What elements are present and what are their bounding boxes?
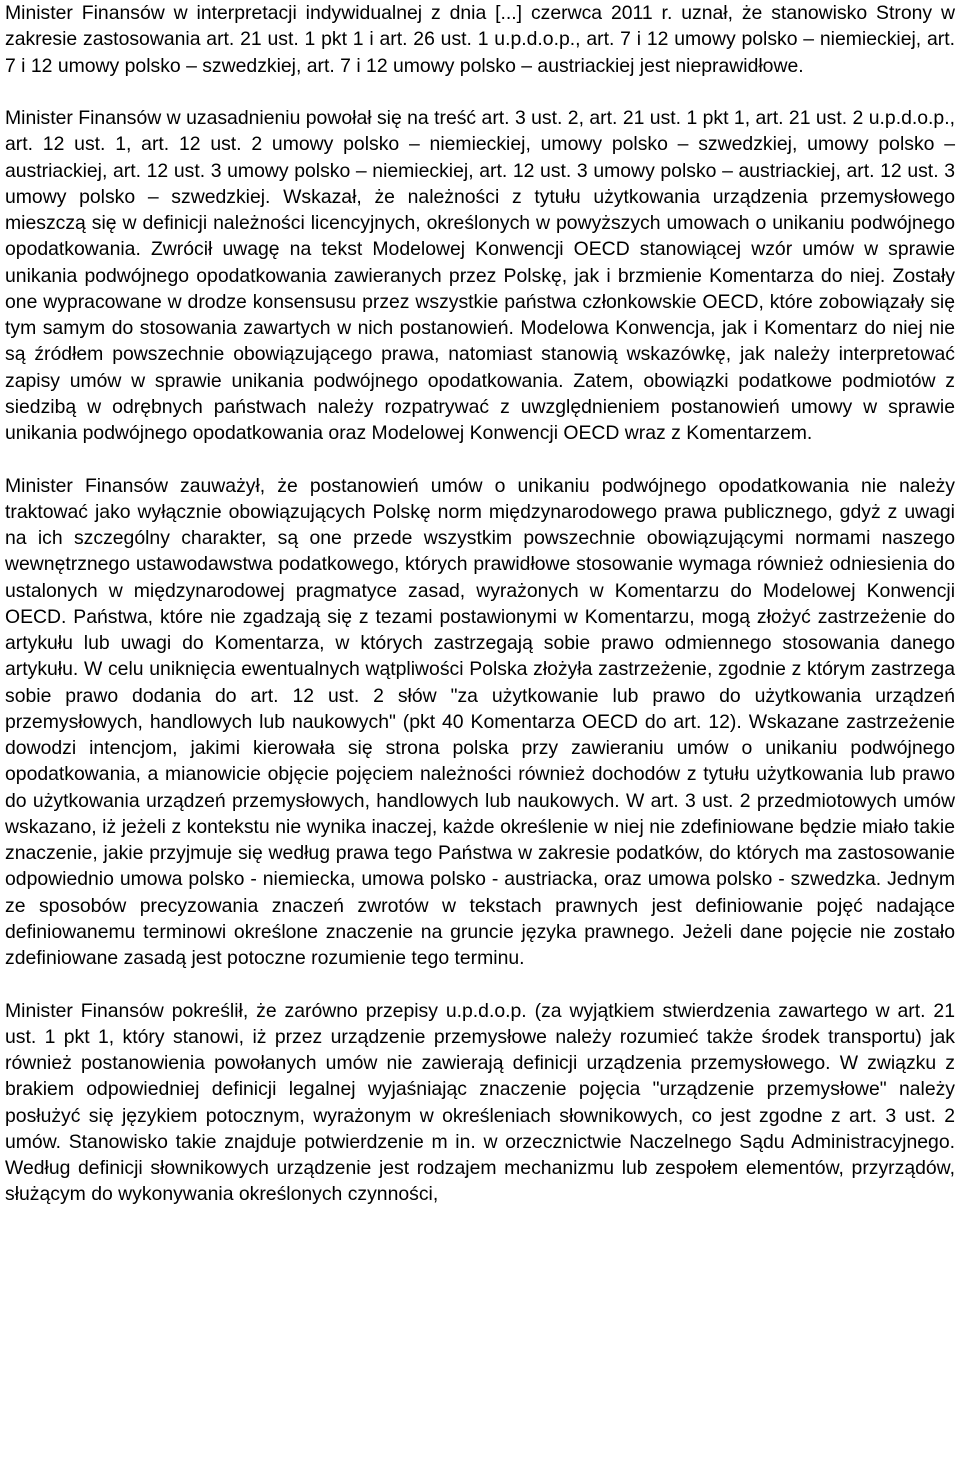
paragraph-spacer <box>5 79 955 105</box>
paragraph-spacer <box>5 971 955 997</box>
document-body <box>5 0 955 1208</box>
paragraph-ruling-summary: Minister Finansów w interpretacji indywidualnej z dnia [...] czerwca 2011 r. uznał, że stanowisko Strony w zakresie zastosowania art. 21 ust. 1 pkt 1 i art. 26 ust. 1 u.p.d.o.p., art. 7 i 12 umowy polsko – niemieckiej, art. 7 i 12 umowy polsko – szwedzkiej, art. 7 i 12 umowy polsko – austriackiej jest nieprawidłowe. <box>5 2 955 77</box>
paragraph-treaty-norms: Minister Finansów zauważył, że postanowień umów o unikaniu podwójnego opodatkowania nie należy traktować jako wyłącznie obowiązujących Polskę norm międzynarodowego prawa publicznego, gdyż z uwagi na ich szczególny charakter, są one przede wszystkim powszechnie obowiązującymi normami naszego wewnętrznego ustawodawstwa podatkowego, których prawidłowe stosowanie wymaga również odniesienia do ustalonych w międzynarodowej pragmatyce zasad, wyrażonych w Komentarzu do Modelowej Konwencji OECD. Państwa, które nie zgadzają się z tezami postawionymi w Komentarzu, mogą złożyć zastrzeżenie do artykułu lub uwagi do Komentarza, w których zastrzegają sobie prawo odmiennego stosowania danego artykułu. W celu uniknięcia ewentualnych wątpliwości Polska złożyła zastrzeżenie, zgodnie z którym zastrzega sobie prawo dodania do art. 12 ust. 2 słów "za użytkowanie lub prawo do użytkowania urządzeń przemysłowych, handlowych lub naukowych" (pkt 40 Komentarza OECD do art. 12). Wskazane zastrzeżenie dowodzi intencjom, jakimi kierowała się strona polska przy zawieraniu umów o unikaniu podwójnego opodatkowania, a mianowicie objęcie pojęciem należności również dochodów z tytułu użytkowania lub prawo do użytkowania urządzeń przemysłowych, handlowych lub naukowych. W art. 3 ust. 2 przedmiotowych umów wskazano, iż jeżeli z kontekstu nie wynika inaczej, każde określenie w niej nie zdefiniowane będzie miało takie znaczenie, jakie przyjmuje się według prawa tego Państwa w zakresie podatków, do których ma zastosowanie odpowiednio umowa polsko - niemiecka, umowa polsko - austriacka, oraz umowa polsko - szwedzka. Jednym ze sposobów precyzowania znaczeń zwrotów w tekstach prawnych jest definiowanie pojęć nadające definiowanemu terminowi określone znaczenie na gruncie języka prawnego. Jeżeli dane pojęcie nie zostało zdefiniowane zasadą jest potoczne rozumienie tego terminu. <box>5 474 955 969</box>
paragraph-spacer <box>5 446 955 472</box>
paragraph-industrial-equipment-definition: Minister Finansów pokreślił, że zarówno przepisy u.p.d.o.p. (za wyjątkiem stwierdzenia zawartego w art. 21 ust. 1 pkt 1, który stanowi, iż przez urządzenie przemysłowe należy rozumieć także środek transportu) jak również postanowienia powołanych umów nie zawierają definicji urządzenia przemysłowego. W związku z brakiem odpowiedniej definicji legalnej wyjaśniając znaczenie pojęcia "urządzenie przemysłowe" należy posłużyć się językiem potocznym, wyrażonym w określeniach słownikowych, co jest zgodne z art. 3 ust. 2 umów. Stanowisko takie znajduje potwierdzenie m in. w orzecznictwie Naczelnego Sądu Administracyjnego. Według definicji słownikowych urządzenie jest rodzajem mechanizmu lub zespołem elementów, przyrządów, służącym do wykonywania określonych czynności, <box>5 999 955 1206</box>
paragraph-justification: Minister Finansów w uzasadnieniu powołał się na treść art. 3 ust. 2, art. 21 ust. 1 pkt 1, art. 21 ust. 2 u.p.d.o.p., art. 12 ust. 1, art. 12 ust. 2 umowy polsko – niemieckiej, umowy polsko – szwedzkiej, umowy polsko – austriackiej, art. 12 ust. 3 umowy polsko – niemieckiej, art. 12 ust. 3 umowy polsko – austriackiej, art. 12 ust. 3 umowy polsko – szwedzkiej. Wskazał, że należności z tytułu użytkowania urządzenia przemysłowego mieszczą się w definicji należności licencyjnych, określonych w powyższych umowach o unikaniu podwójnego opodatkowania. Zwrócił uwagę na tekst Modelowej Konwencji OECD stanowiącej wzór umów w sprawie unikania podwójnego opodatkowania zawieranych przez Polskę, jak i brzmienie Komentarza do niej. Zostały one wypracowane w drodze konsensusu przez wszystkie państwa członkowskie OECD, które zobowiązały się tym samym do stosowania zawartych w nich postanowień. Modelowa Konwencja, jak i Komentarz do niej nie są źródłem powszechnie obowiązującego prawa, natomiast stanowią wskazówkę, jak należy interpretować zapisy umów w sprawie unikania podwójnego opodatkowania. Zatem, obowiązki podatkowe podmiotów z siedzibą w odrębnych państwach należy rozpatrywać z uwzględnieniem postanowień umowy w sprawie unikania podwójnego opodatkowania oraz Modelowej Konwencji OECD wraz z Komentarzem. <box>5 107 955 444</box>
